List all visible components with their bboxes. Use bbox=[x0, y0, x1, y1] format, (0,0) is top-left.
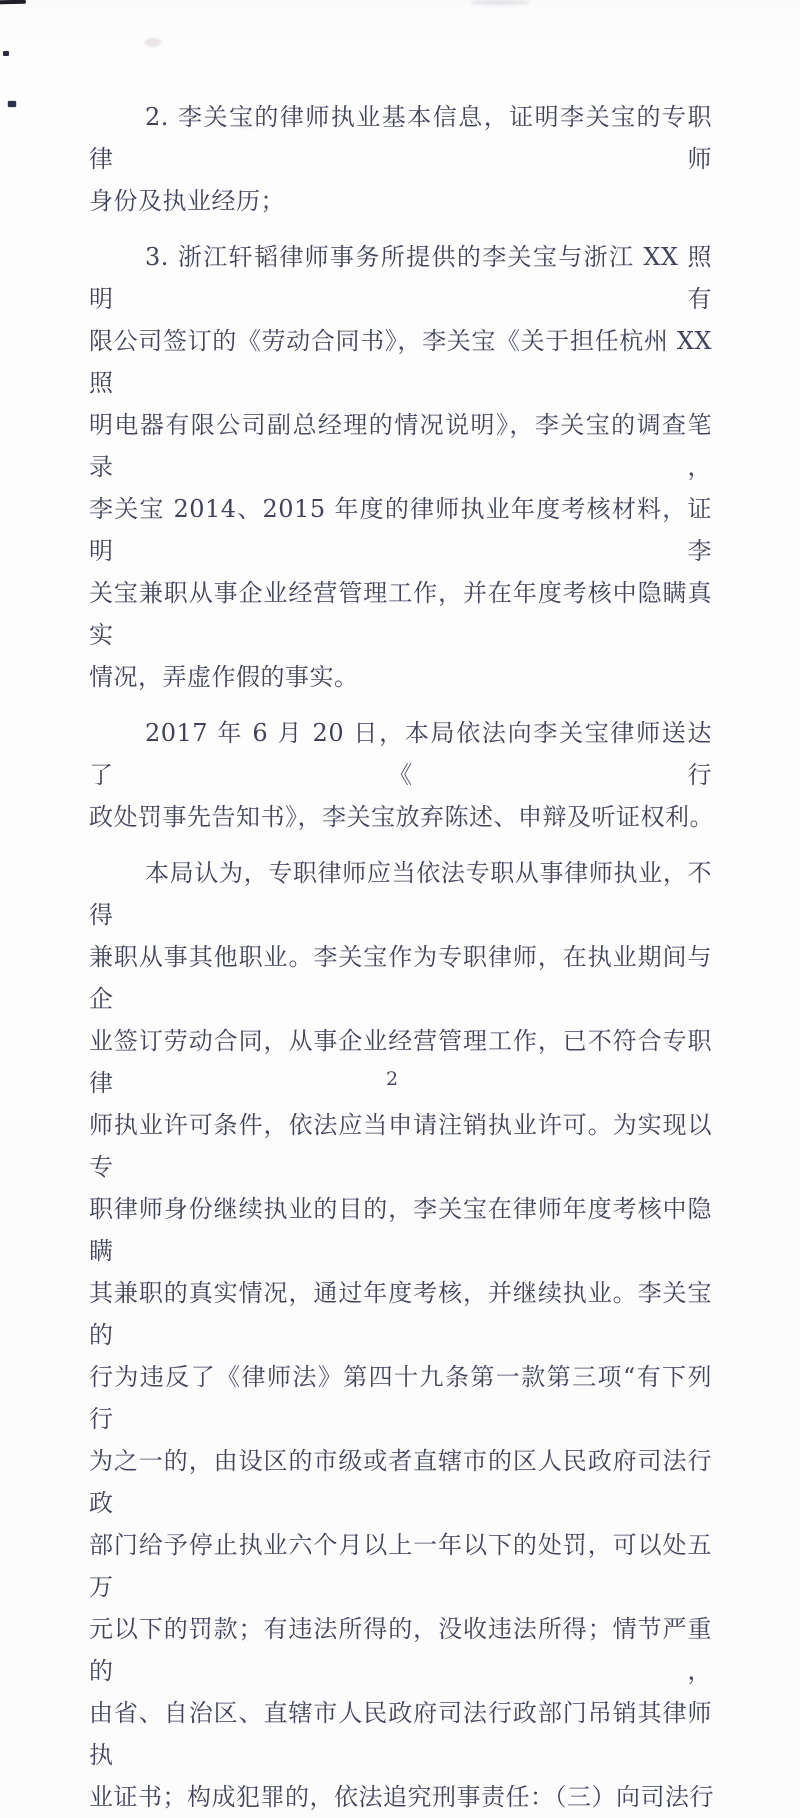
scan-artifact bbox=[470, 0, 530, 5]
paragraph bbox=[89, 852, 712, 1818]
text-line: 本局认为，专职律师应当依法专职从事律师执业，不得 bbox=[89, 859, 712, 929]
text-line: 业签订劳动合同，从事企业经营管理工作，已不符合专职律 bbox=[89, 1027, 712, 1097]
text-line: 行为违反了《律师法》第四十九条第一款第三项“有下列行 bbox=[89, 1363, 712, 1433]
scan-artifact bbox=[0, 0, 26, 4]
paragraph bbox=[89, 712, 712, 838]
paragraph bbox=[89, 96, 712, 222]
text-line: 其兼职的真实情况，通过年度考核，并继续执业。李关宝的 bbox=[89, 1279, 712, 1349]
text-line: 兼职从事其他职业。李关宝作为专职律师，在执业期间与企 bbox=[89, 943, 712, 1013]
text-line: 限公司签订的《劳动合同书》，李关宝《关于担任杭州 XX 照 bbox=[89, 327, 712, 397]
text-line: 3. 浙江轩韬律师事务所提供的李关宝与浙江 XX 照明有 bbox=[89, 243, 712, 313]
text-line: 业证书；构成犯罪的，依法追究刑事责任：（三）向司法行 bbox=[89, 1783, 714, 1811]
text-line: 2. 李关宝的律师执业基本信息，证明李关宝的专职律师 bbox=[89, 103, 712, 173]
text-line: 师执业许可条件，依法应当申请注销执业许可。为实现以专 bbox=[89, 1111, 712, 1181]
text-line: 李关宝 2014、2015 年度的律师执业年度考核材料，证明李 bbox=[89, 495, 712, 565]
text-line: 由省、自治区、直辖市人民政府司法行政部门吊销其律师执 bbox=[89, 1699, 712, 1769]
text-line: 元以下的罚款；有违法所得的，没收违法所得；情节严重的， bbox=[89, 1615, 712, 1685]
page-number: 2 bbox=[385, 1068, 399, 1090]
text-line: 身份及执业经历； bbox=[89, 187, 285, 215]
text-line: 情况，弄虚作假的事实。 bbox=[89, 663, 359, 691]
scan-artifact bbox=[8, 101, 16, 107]
text-line: 关宝兼职从事企业经营管理工作，并在年度考核中隐瞒真实 bbox=[89, 579, 712, 649]
paragraph bbox=[89, 236, 712, 698]
document-body bbox=[89, 96, 712, 1818]
text-line: 明电器有限公司副总经理的情况说明》，李关宝的调查笔录， bbox=[89, 411, 712, 481]
text-line: 为之一的，由设区的市级或者直辖市的区人民政府司法行政 bbox=[89, 1447, 712, 1517]
scan-artifact bbox=[3, 51, 9, 56]
text-line: 部门给予停止执业六个月以上一年以下的处罚，可以处五万 bbox=[89, 1531, 712, 1601]
text-line: 2017 年 6 月 20 日，本局依法向李关宝律师送达了《行 bbox=[89, 719, 712, 789]
text-line: 政处罚事先告知书》，李关宝放弃陈述、申辩及听证权利。 bbox=[89, 803, 714, 831]
scan-artifact bbox=[145, 38, 161, 47]
text-line: 职律师身份继续执业的目的，李关宝在律师年度考核中隐瞒 bbox=[89, 1195, 712, 1265]
